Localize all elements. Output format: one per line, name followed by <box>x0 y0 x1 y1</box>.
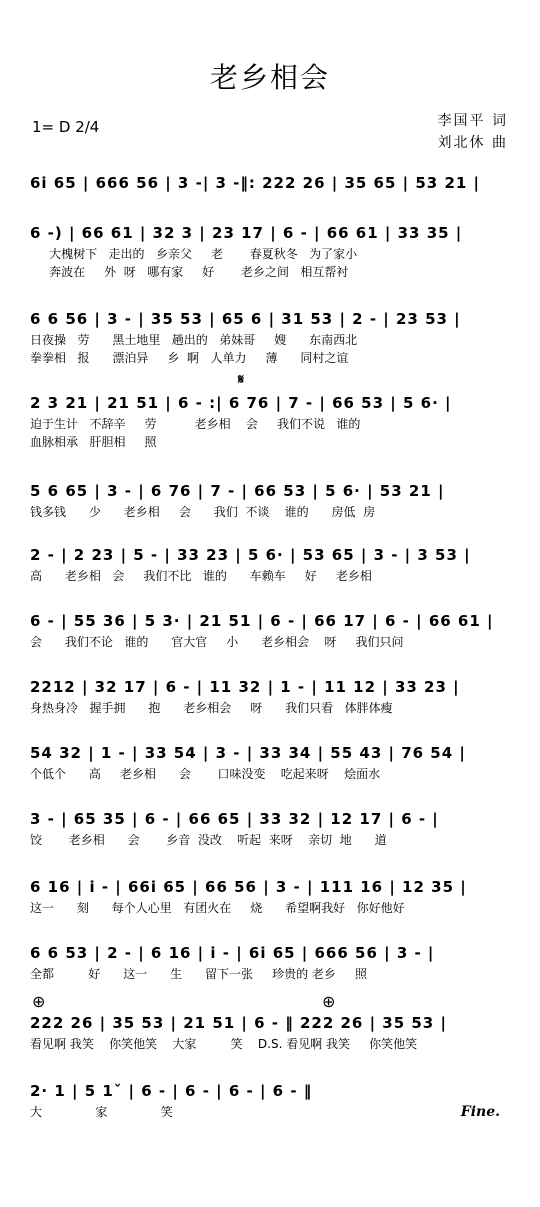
key-signature: 1= D 2/4 <box>32 118 100 136</box>
lyric-row: 奔波在 外 呀 哪有家 好 老乡之间 相互帮衬 <box>30 265 349 279</box>
notation-row: 2 3 21 | 21 51 | 6 - :| 6 76 | 7 - | 66 53 | 5 6· | <box>30 394 452 412</box>
coda-sign: ⊕ <box>322 992 336 1011</box>
notation-row: 54 32 | 1 - | 33 54 | 3 - | 33 34 | 55 43 | 76 54 | <box>30 744 466 762</box>
notation-row: 2212 | 32 17 | 6 - | 11 32 | 1 - | 11 12 | 33 23 | <box>30 678 460 696</box>
lyric-row: 全都 好 这一 生 留下一张 珍贵的 老乡 照 <box>30 967 367 981</box>
notation-row: 6i 65 | 666 56 | 3 -| 3 -‖: 222 26 | 35 65 | 53 21 | <box>30 174 481 192</box>
lyric-row: 大 家 笑 <box>30 1105 173 1119</box>
lyric-row: 日夜操 劳 黑土地里 趟出的 弟妹哥 嫂 东南西北 <box>30 333 358 347</box>
lyric-row: 大槐树下 走出的 乡亲父 老 春夏秋冬 为了家小 <box>30 247 358 261</box>
lyric-row: 会 我们不论 谁的 官大官 小 老乡相会 呀 我们只问 <box>30 635 404 649</box>
coda-sign: ⊕ <box>32 992 46 1011</box>
notation-row: 6 6 56 | 3 - | 35 53 | 65 6 | 31 53 | 2 - | 23 53 | <box>30 310 461 328</box>
song-title: 老乡相会 <box>209 61 330 94</box>
notation-row: 5 6 65 | 3 - | 6 76 | 7 - | 66 53 | 5 6· | 53 21 | <box>30 482 445 500</box>
lyric-row: 身热身冷 握手拥 抱 老乡相会 呀 我们只看 体胖体瘦 <box>30 701 393 715</box>
lyric-row: 迫于生计 不辞辛 劳 老乡相 会 我们不说 谁的 <box>30 417 361 431</box>
lyric-row: 拳拳相 报 漂泊异 乡 啊 人单力 薄 同村之谊 <box>30 351 349 365</box>
lyric-row: 血脉相承 肝胆相 照 <box>30 435 157 449</box>
notation-row: 6 6 53 | 2 - | 6 16 | i - | 6i 65 | 666 56 | 3 - | <box>30 944 435 962</box>
lyric-row: 这一 刻 每个人心里 有团火在 烧 希望啊我好 你好他好 <box>30 901 405 915</box>
lyric-row: 高 老乡相 会 我们不比 谁的 车赖车 好 老乡相 <box>30 569 372 583</box>
lyric-row: 个低个 高 老乡相 会 口味没变 吃起来呀 烩面水 <box>30 767 381 781</box>
notation-row: 6 - | 55 36 | 5 3· | 21 51 | 6 - | 66 17 | 6 - | 66 61 | <box>30 612 494 630</box>
lyric-row: 钱多钱 少 老乡相 会 我们 不谈 谁的 房低 房 <box>30 505 376 519</box>
lyric-row: 看见啊 我笑 你笑他笑 大家 笑 D.S. 看见啊 我笑 你笑他笑 <box>30 1037 418 1051</box>
notation-row: 3 - | 65 35 | 6 - | 66 65 | 33 32 | 12 17 | 6 - | <box>30 810 439 828</box>
fine-mark: Fine. <box>460 1104 500 1120</box>
notation-row: 2 - | 2 23 | 5 - | 33 23 | 5 6· | 53 65 | 3 - | 3 53 | <box>30 546 471 564</box>
notation-row: 2· 1 | 5 1ˇ | 6 - | 6 - | 6 - | 6 - ‖ <box>30 1082 313 1100</box>
notation-row: 6 -) | 66 61 | 32 3 | 23 17 | 6 - | 66 61 | 33 35 | <box>30 224 463 242</box>
lyric-row: 饺 老乡相 会 乡音 没改 听起 来呀 亲切 地 道 <box>30 833 387 847</box>
notation-row: 222 26 | 35 53 | 21 51 | 6 - ‖ 222 26 | 35 53 | <box>30 1014 447 1032</box>
segno-sign: 𝄋 <box>238 372 245 388</box>
lyricist-credit: 李国平 词 <box>437 113 508 129</box>
notation-row: 6 16 | i - | 66i 65 | 66 56 | 3 - | 111 16 | 12 35 | <box>30 878 467 896</box>
composer-credit: 刘北休 曲 <box>437 135 508 151</box>
